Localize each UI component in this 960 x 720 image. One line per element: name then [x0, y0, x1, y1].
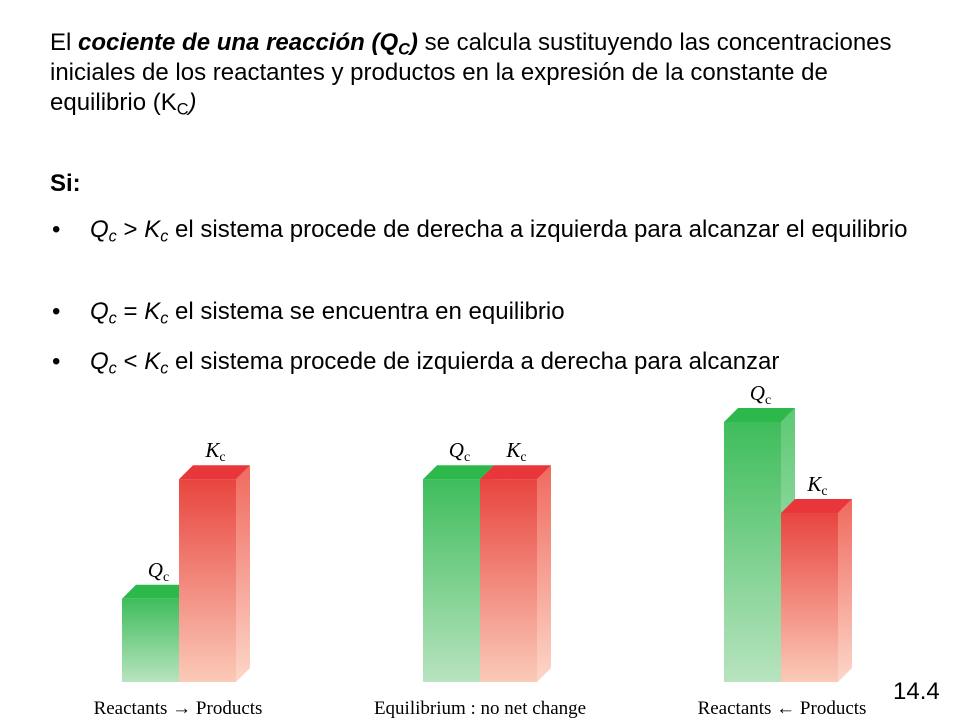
intro-text-3: )	[188, 89, 197, 116]
kc-symbol: K	[144, 348, 161, 375]
qc-label: Qc	[147, 557, 170, 585]
qc-symbol: Q	[90, 348, 109, 375]
kc-sub: c	[160, 309, 169, 328]
si-label: Si:	[50, 170, 81, 197]
intro-k-sub: C	[176, 100, 189, 119]
kc-symbol: K	[144, 298, 161, 325]
intro-text-1: El	[50, 29, 79, 56]
kc-bar	[179, 479, 236, 682]
qc-bar	[423, 479, 480, 682]
kc-bar-side	[537, 465, 551, 682]
qc-symbol: Q	[90, 216, 109, 243]
intro-term-text: cociente de una reacción (Q	[78, 29, 399, 56]
qc-label: Qc	[448, 438, 471, 466]
operator: >	[116, 216, 145, 243]
kc-symbol: K	[144, 216, 161, 243]
page-number: 14.4	[893, 678, 940, 705]
kc-bar	[781, 513, 838, 682]
panel-caption: Reactants → Products	[93, 698, 263, 719]
qc-bar	[724, 422, 781, 682]
kc-sub: c	[160, 359, 169, 378]
qc-bar	[122, 599, 179, 682]
kc-bar	[480, 479, 537, 682]
operator: <	[116, 348, 145, 375]
bullet-dot: •	[52, 216, 61, 243]
bullet-description: el sistema procede de derecha a izquierda para alcanzar el equilibrio	[168, 216, 908, 243]
qc-label: Qc	[749, 381, 772, 408]
intro-text-2: se calcula sustituyendo las concentraciones iniciales de los reactantes y productos en la expresión de la constante de equilibrio (K	[50, 29, 892, 116]
kc-bar-side	[236, 465, 250, 682]
bullet-description: el sistema procede de izquierda a derecha para alcanzar	[168, 348, 780, 375]
kc-label: Kc	[205, 438, 226, 466]
bullet-dot: •	[52, 348, 61, 375]
panel-caption: Equilibrium : no net change	[373, 698, 587, 719]
qc-sub: c	[108, 359, 117, 378]
kc-bar-side	[838, 499, 852, 682]
panel-caption: Reactants ← Products	[697, 698, 867, 719]
intro-term-close: )	[409, 29, 418, 56]
kc-label: Kc	[807, 472, 828, 499]
qc-sub: c	[108, 309, 117, 328]
bullet-dot: •	[52, 298, 61, 325]
operator: =	[116, 298, 145, 325]
qc-symbol: Q	[90, 298, 109, 325]
kc-sub: c	[160, 227, 169, 246]
intro-term-sub: C	[398, 40, 410, 59]
qc-sub: c	[108, 227, 117, 246]
bullet-description: el sistema se encuentra en equilibrio	[168, 298, 565, 325]
kc-label: Kc	[506, 438, 527, 466]
